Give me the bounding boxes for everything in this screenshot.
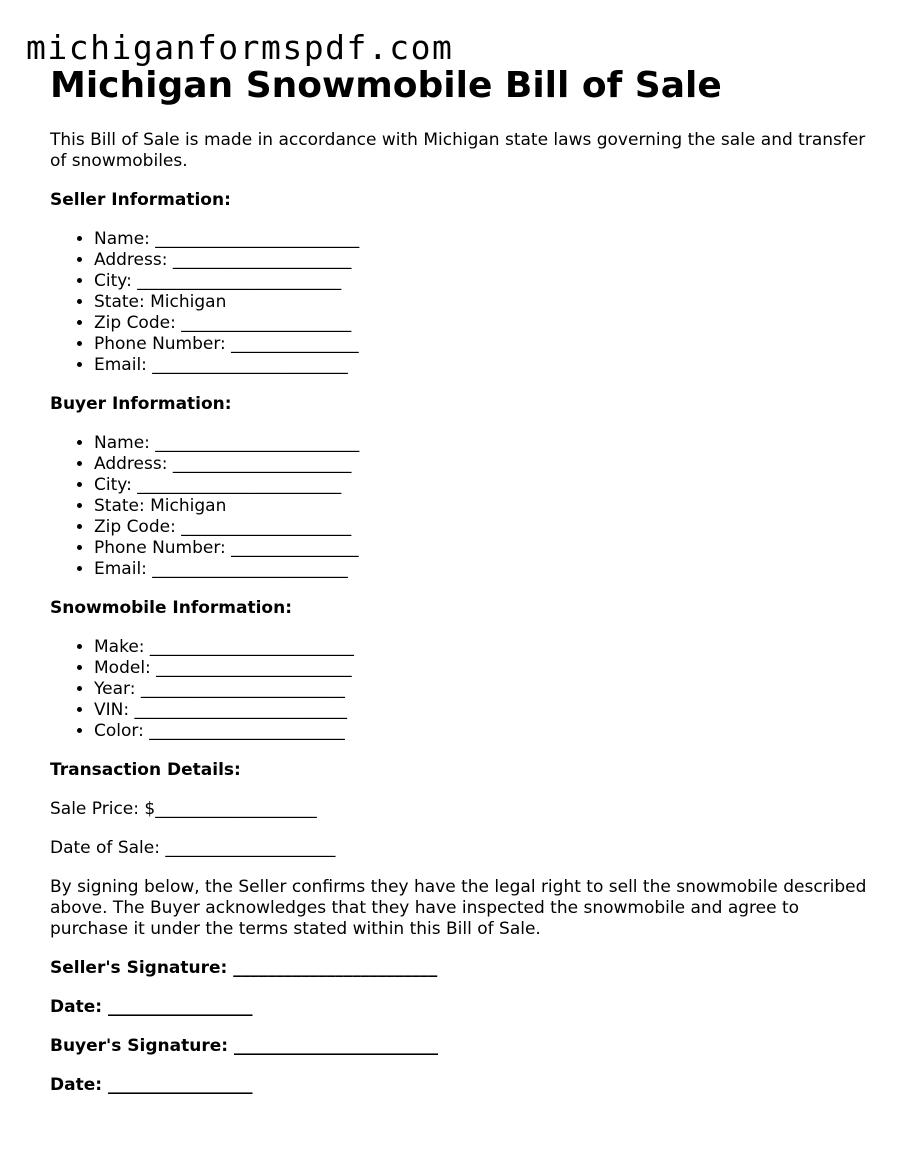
snowmobile-section-heading: Snowmobile Information:: [50, 598, 293, 618]
seller-state-field: • State: Michigan: [94, 292, 870, 313]
buyer-phone-field: • Phone Number: _______________: [94, 538, 870, 559]
buyer-state-field: • State: Michigan: [94, 496, 870, 517]
buyer-info-list: [50, 433, 870, 580]
buyer-signature-field: Buyer's Signature: ________________________: [50, 1036, 438, 1056]
snowmobile-vin-field: • VIN: _________________________: [94, 700, 870, 721]
seller-city-field: • City: ________________________: [94, 271, 870, 292]
snowmobile-model-field: • Model: _______________________: [94, 658, 870, 679]
seller-info-list: [50, 229, 870, 376]
buyer-city-field: • City: ________________________: [94, 475, 870, 496]
buyer-section-heading: Buyer Information:: [50, 394, 232, 414]
sale-price-field: Sale Price: $___________________: [50, 799, 317, 819]
seller-date-field: Date: _________________: [50, 997, 253, 1017]
date-of-sale-field: Date of Sale: ____________________: [50, 838, 336, 858]
seller-email-field: • Email: _______________________: [94, 355, 870, 376]
snowmobile-color-field: • Color: _______________________: [94, 721, 870, 742]
snowmobile-info-list: [50, 637, 870, 742]
watermark: michiganformspdf.com: [26, 28, 454, 67]
seller-name-field: • Name: ________________________: [94, 229, 870, 250]
page-title: Michigan Snowmobile Bill of Sale: [50, 65, 722, 106]
snowmobile-year-field: • Year: ________________________: [94, 679, 870, 700]
seller-address-field: • Address: _____________________: [94, 250, 870, 271]
intro-paragraph: This Bill of Sale is made in accordance with Michigan state laws governing the sale and transfer of snowmobiles.: [50, 130, 866, 171]
buyer-zip-field: • Zip Code: ____________________: [94, 517, 870, 538]
seller-phone-field: • Phone Number: _______________: [94, 334, 870, 355]
seller-buyer-statement: By signing below, the Seller confirms they have the legal right to sell the snowmobile described above. The Buyer acknowledges that they have inspected the snowmobile and agree to purchase it under the terms stated within this Bill of Sale.: [50, 877, 867, 939]
seller-signature-field: Seller's Signature: ________________________: [50, 958, 438, 978]
seller-zip-field: • Zip Code: ____________________: [94, 313, 870, 334]
transaction-section-heading: Transaction Details:: [50, 760, 241, 780]
buyer-address-field: • Address: _____________________: [94, 454, 870, 475]
buyer-date-field: Date: _________________: [50, 1075, 253, 1095]
buyer-name-field: • Name: ________________________: [94, 433, 870, 454]
buyer-email-field: • Email: _______________________: [94, 559, 870, 580]
seller-section-heading: Seller Information:: [50, 190, 231, 210]
document-page: [50, 64, 870, 1096]
snowmobile-make-field: • Make: ________________________: [94, 637, 870, 658]
